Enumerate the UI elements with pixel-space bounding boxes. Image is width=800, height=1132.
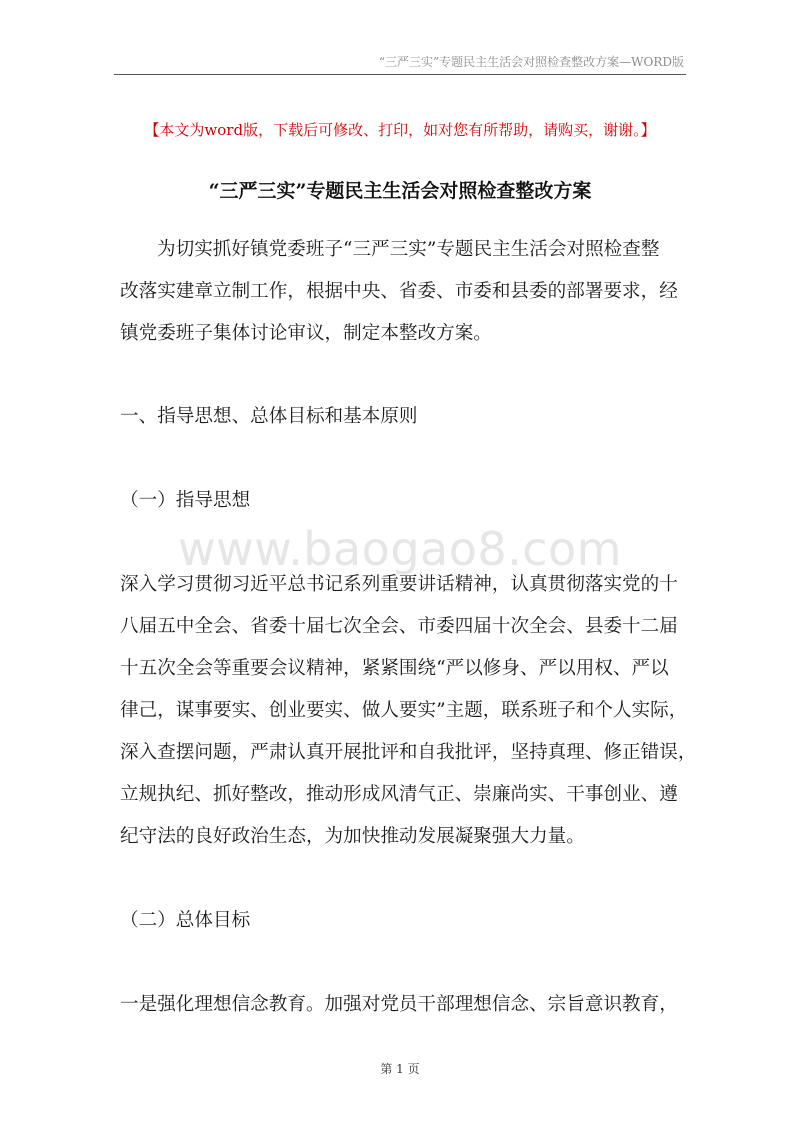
text-line: 纪守法的良好政治生态，为加快推动发展凝聚强大力量。 [120, 826, 585, 847]
subsection-heading-guiding: （一）指导思想 [120, 490, 251, 511]
text-line: 镇党委班子集体讨论审议，制定本整改方案。 [120, 323, 492, 344]
text-line: 八届五中全会、省委十届七次全会、市委四届十次全会、县委十二届 [120, 616, 678, 637]
page-number: 第 1 页 [380, 1062, 420, 1076]
text-line: 十五次全会等重要会议精神，紧紧围绕“严以修身、严以用权、严以 [120, 658, 669, 679]
text-line: 一是强化理想信念教育。加强对党员干部理想信念、宗旨意识教育， [120, 994, 678, 1015]
text-line: 深入学习贯彻习近平总书记系列重要讲话精神，认真贯彻落实党的十 [120, 574, 678, 595]
running-header: “三严三实”专题民主生活会对照检查整改方案—WORD版 [378, 55, 684, 69]
text-line: 律己，谋事要实、创业要实、做人要实”主题，联系班子和个人实际， [120, 700, 688, 721]
text-line: 立规执纪、抓好整改，推动形成风清气正、崇廉尚实、干事创业、遵 [120, 784, 678, 805]
intro-paragraph [120, 229, 685, 355]
document-title: “三严三实”专题民主生活会对照检查整改方案 [208, 180, 592, 202]
section-heading: 一、指导思想、总体目标和基本原则 [120, 406, 418, 427]
subsection-heading-goals: （二）总体目标 [120, 910, 251, 931]
guiding-paragraph [120, 564, 697, 858]
watermark: www.baogao8.com [178, 522, 622, 576]
goal-paragraph [120, 984, 685, 1026]
text-line: 改落实建章立制工作，根据中央、省委、市委和县委的部署要求，经 [120, 281, 678, 302]
header-rule [114, 74, 686, 75]
text-line: 为切实抓好镇党委班子“三严三实”专题民主生活会对照检查整 [157, 239, 660, 260]
purchase-notice: 【本文为word版，下载后可修改、打印，如对您有所帮助，请购买，谢谢。】 [144, 121, 656, 139]
text-line: 深入查摆问题，严肃认真开展批评和自我批评，坚持真理、修正错误， [120, 742, 697, 763]
